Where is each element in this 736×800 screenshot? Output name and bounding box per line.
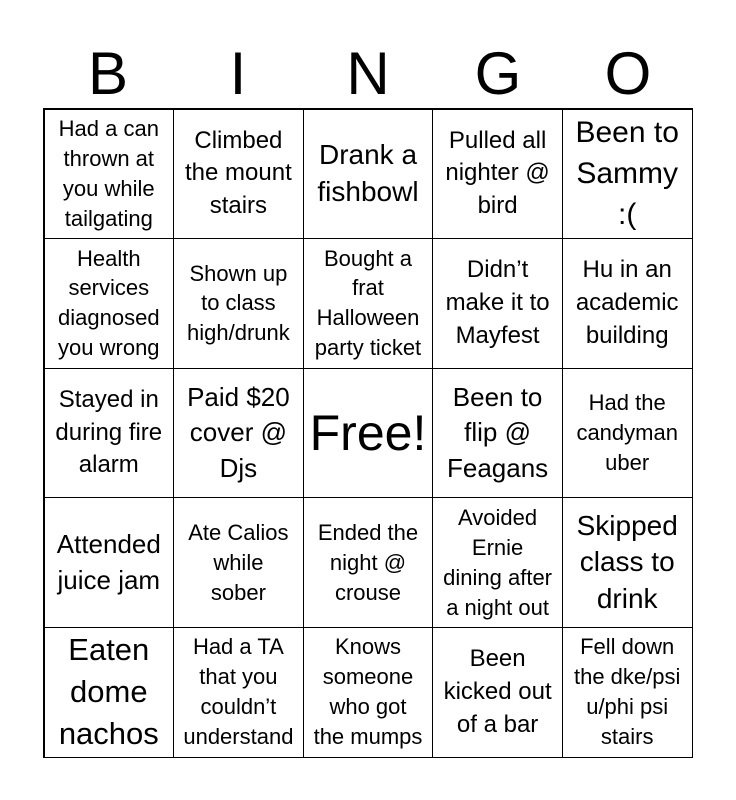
bingo-cell-r3c1[interactable]: Stayed in during fire alarm xyxy=(44,368,175,499)
bingo-cell-r4c1[interactable]: Attended juice jam xyxy=(44,497,175,628)
bingo-cell-r5c1[interactable]: Eaten dome nachos xyxy=(44,627,175,758)
bingo-cell-r1c1[interactable]: Had a can thrown at you while tailgating xyxy=(44,109,175,240)
bingo-cell-r2c4[interactable]: Didn’t make it to Mayfest xyxy=(432,238,563,369)
bingo-cell-r3c5[interactable]: Had the candyman uber xyxy=(562,368,693,499)
bingo-cell-free[interactable]: Free! xyxy=(303,368,434,499)
header-letter-g: G xyxy=(474,40,522,107)
bingo-cell-r2c5[interactable]: Hu in an academic building xyxy=(562,238,693,369)
bingo-cell-r1c4[interactable]: Pulled all nighter @ bird xyxy=(432,109,563,240)
header-letter-n: N xyxy=(346,40,390,107)
bingo-cell-r4c5[interactable]: Skipped class to drink xyxy=(562,497,693,628)
bingo-cell-r5c2[interactable]: Had a TA that you couldn’t understand xyxy=(173,627,304,758)
bingo-cell-r3c4[interactable]: Been to flip @ Feagans xyxy=(432,368,563,499)
bingo-board xyxy=(43,108,693,758)
bingo-header xyxy=(43,40,693,108)
bingo-cell-r3c2[interactable]: Paid $20 cover @ Djs xyxy=(173,368,304,499)
bingo-cell-r1c2[interactable]: Climbed the mount stairs xyxy=(173,109,304,240)
bingo-cell-r5c4[interactable]: Been kicked out of a bar xyxy=(432,627,563,758)
header-letter-i: I xyxy=(229,40,247,107)
bingo-cell-r4c3[interactable]: Ended the night @ crouse xyxy=(303,497,434,628)
bingo-cell-r1c5[interactable]: Been to Sammy :( xyxy=(562,109,693,240)
header-letter-o: O xyxy=(604,40,652,107)
bingo-cell-r2c1[interactable]: Health services diagnosed you wrong xyxy=(44,238,175,369)
bingo-cell-r4c4[interactable]: Avoided Ernie dining after a night out xyxy=(432,497,563,628)
bingo-cell-r5c3[interactable]: Knows someone who got the mumps xyxy=(303,627,434,758)
bingo-cell-r2c2[interactable]: Shown up to class high/drunk xyxy=(173,238,304,369)
bingo-cell-r1c3[interactable]: Drank a fishbowl xyxy=(303,109,434,240)
bingo-cell-r4c2[interactable]: Ate Calios while sober xyxy=(173,497,304,628)
bingo-cell-r5c5[interactable]: Fell down the dke/psi u/phi psi stairs xyxy=(562,627,693,758)
header-letter-b: B xyxy=(87,40,129,107)
bingo-cell-r2c3[interactable]: Bought a frat Halloween party ticket xyxy=(303,238,434,369)
